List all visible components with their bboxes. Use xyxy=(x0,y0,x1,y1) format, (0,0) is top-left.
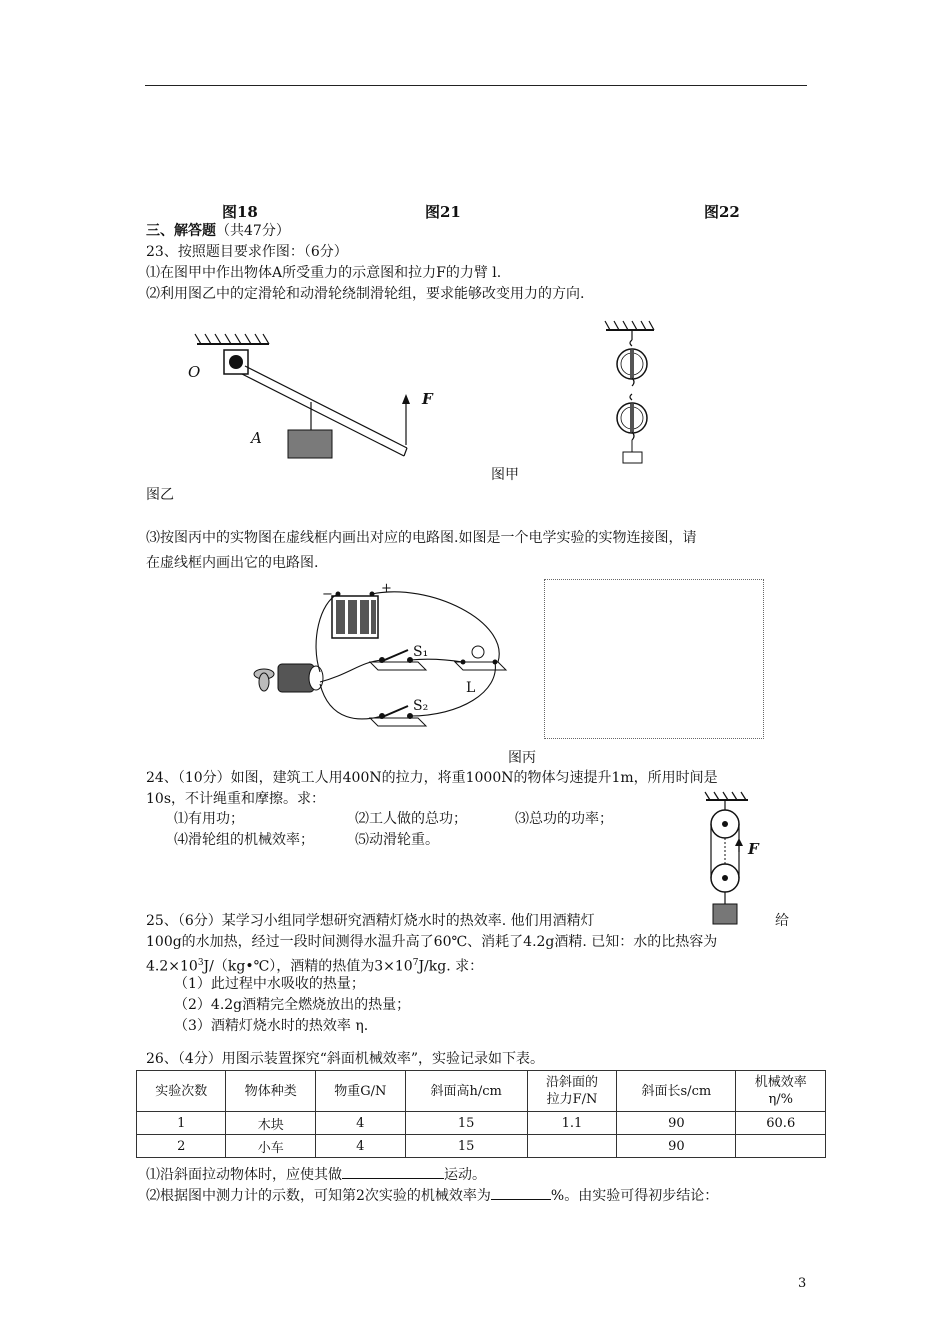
table-cell: 小车 xyxy=(226,1135,315,1158)
table-cell: 90 xyxy=(617,1135,736,1158)
q24-item5: ⑸动滑轮重。 xyxy=(355,832,439,848)
table-cell: 1.1 xyxy=(527,1112,616,1135)
table-cell: 90 xyxy=(617,1112,736,1135)
table-cell: 1 xyxy=(137,1112,226,1135)
table-cell-blank[interactable] xyxy=(527,1135,616,1158)
table-cell-blank[interactable] xyxy=(736,1135,826,1158)
q26-part2 xyxy=(146,1185,718,1205)
table-cell: 4 xyxy=(315,1135,405,1158)
table-cell: 60.6 xyxy=(736,1112,826,1135)
pulley-diagram xyxy=(600,318,660,468)
lever-label-a: A xyxy=(251,429,262,447)
lever-label-o: O xyxy=(188,363,201,381)
caption-jia: 图甲 xyxy=(491,467,519,483)
q25-line3-exp2: 7 xyxy=(412,958,419,968)
q25-line1-text: 25、（6分）某学习小组同学想研究酒精灯烧水时的热效率. 他们用酒精灯 xyxy=(146,913,595,929)
q26-blank-motion[interactable] xyxy=(342,1164,444,1179)
caption-fig18: 图18 xyxy=(222,203,258,221)
switch-s1-label: S₁ xyxy=(413,644,429,660)
circuit-physical-diagram xyxy=(250,582,515,737)
q26-stem: 26、（4分）用图示装置探究“斜面机械效率”，实验记录如下表。 xyxy=(146,1051,545,1067)
q25-line3-a: 4.2×10 xyxy=(146,958,198,975)
q25-line1-end: 给 xyxy=(775,913,789,929)
table-header xyxy=(527,1071,616,1112)
q26-part1-a: ⑴沿斜面拉动物体时，应使其做 xyxy=(146,1167,342,1183)
q26-part1-b: 运动。 xyxy=(444,1167,486,1183)
q25-line3-b: J/（kg•℃），酒精的热值为3×10 xyxy=(203,958,413,975)
table-row xyxy=(137,1112,826,1135)
caption-yi: 图乙 xyxy=(146,487,174,503)
page-number: 3 xyxy=(798,1276,807,1291)
q24-item2: ⑵工人做的总功； xyxy=(355,811,467,827)
section3-points: （共47分） xyxy=(216,223,290,239)
q26-part2-a: ⑵根据图中测力计的示数，可知第2次实验的机械效率为 xyxy=(146,1188,491,1204)
table-header: 实验次数 xyxy=(137,1071,226,1112)
header-efficiency-l1: 机械效率 xyxy=(754,1075,807,1090)
q24-item1: ⑴有用功； xyxy=(174,811,244,827)
q25-line3-exp1: 3 xyxy=(197,958,204,968)
motor-icon xyxy=(254,664,323,692)
q26-part1 xyxy=(146,1164,486,1184)
table-header: 物重G/N xyxy=(315,1071,405,1112)
q23-stem: 23、按照题目要求作图：（6分） xyxy=(146,244,348,260)
q25-item1: （1）此过程中水吸收的热量； xyxy=(174,976,365,992)
q24-line2: 10s，不计绳重和摩擦。求： xyxy=(146,791,325,807)
header-pull-force-l2: 拉力F/N xyxy=(546,1092,598,1107)
q26-part2-b: %。由实验可得初步结论： xyxy=(550,1188,719,1204)
table-cell: 木块 xyxy=(226,1112,315,1135)
battery-minus-label: − xyxy=(322,587,333,602)
table-cell: 15 xyxy=(405,1112,527,1135)
q24-item4: ⑷滑轮组的机械效率； xyxy=(174,832,314,848)
q25-line2: 100g的水加热，经过一段时间测得水温升高了60℃、消耗了4.2g酒精. 已知：水的比热容为 xyxy=(146,934,718,950)
q25-line1 xyxy=(146,912,595,930)
switch-s2-label: S₂ xyxy=(413,698,429,714)
table-header: 斜面长s/cm xyxy=(617,1071,736,1112)
q24-force-label: F xyxy=(748,840,759,858)
header-efficiency-l2: η/% xyxy=(768,1092,793,1107)
table-header: 物体种类 xyxy=(226,1071,315,1112)
table-cell: 2 xyxy=(137,1135,226,1158)
battery-plus-label: + xyxy=(381,581,392,596)
q24-line1: 24、（10分）如图，建筑工人用400N的拉力，将重1000N的物体匀速提升1m，所用时间是 xyxy=(146,770,718,786)
section3-heading xyxy=(146,222,290,240)
q25-line3-c: J/kg. 求： xyxy=(418,958,484,975)
q24-item3: ⑶总功的功率； xyxy=(515,811,613,827)
table-header: 斜面高h/cm xyxy=(405,1071,527,1112)
lamp-l-label: L xyxy=(466,680,476,696)
top-rule xyxy=(145,85,807,86)
table-row xyxy=(137,1135,826,1158)
caption-bing: 图丙 xyxy=(508,750,536,766)
battery-icon xyxy=(332,592,378,639)
q23-part1: ⑴在图甲中作出物体A所受重力的示意图和拉力F的力臂 l. xyxy=(146,265,502,281)
q26-blank-efficiency[interactable] xyxy=(491,1185,551,1200)
circuit-answer-box[interactable] xyxy=(544,579,764,739)
q25-line3 xyxy=(146,954,483,976)
table-cell: 4 xyxy=(315,1112,405,1135)
table-header xyxy=(736,1071,826,1112)
q23-part3-line2: 在虚线框内画出它的电路图. xyxy=(146,555,319,571)
lever-label-f: F xyxy=(422,390,433,408)
caption-fig21: 图21 xyxy=(425,203,461,221)
caption-fig22: 图22 xyxy=(704,203,740,221)
q23-part2: ⑵利用图乙中的定滑轮和动滑轮绕制滑轮组，要求能够改变用力的方向. xyxy=(146,286,585,302)
q25-item3: （3）酒精灯烧水时的热效率 η. xyxy=(174,1018,369,1034)
table-cell: 15 xyxy=(405,1135,527,1158)
q23-part3-line1: ⑶按图丙中的实物图在虚线框内画出对应的电路图.如图是一个电学实验的实物连接图，请 xyxy=(146,530,697,546)
q25-item2: （2）4.2g酒精完全燃烧放出的热量； xyxy=(174,997,411,1013)
lamp-icon xyxy=(455,646,506,670)
lever-diagram xyxy=(185,330,425,465)
section3-title: 三、解答题 xyxy=(146,223,216,239)
header-pull-force-l1: 沿斜面的 xyxy=(545,1075,598,1090)
experiment-table xyxy=(136,1070,826,1158)
